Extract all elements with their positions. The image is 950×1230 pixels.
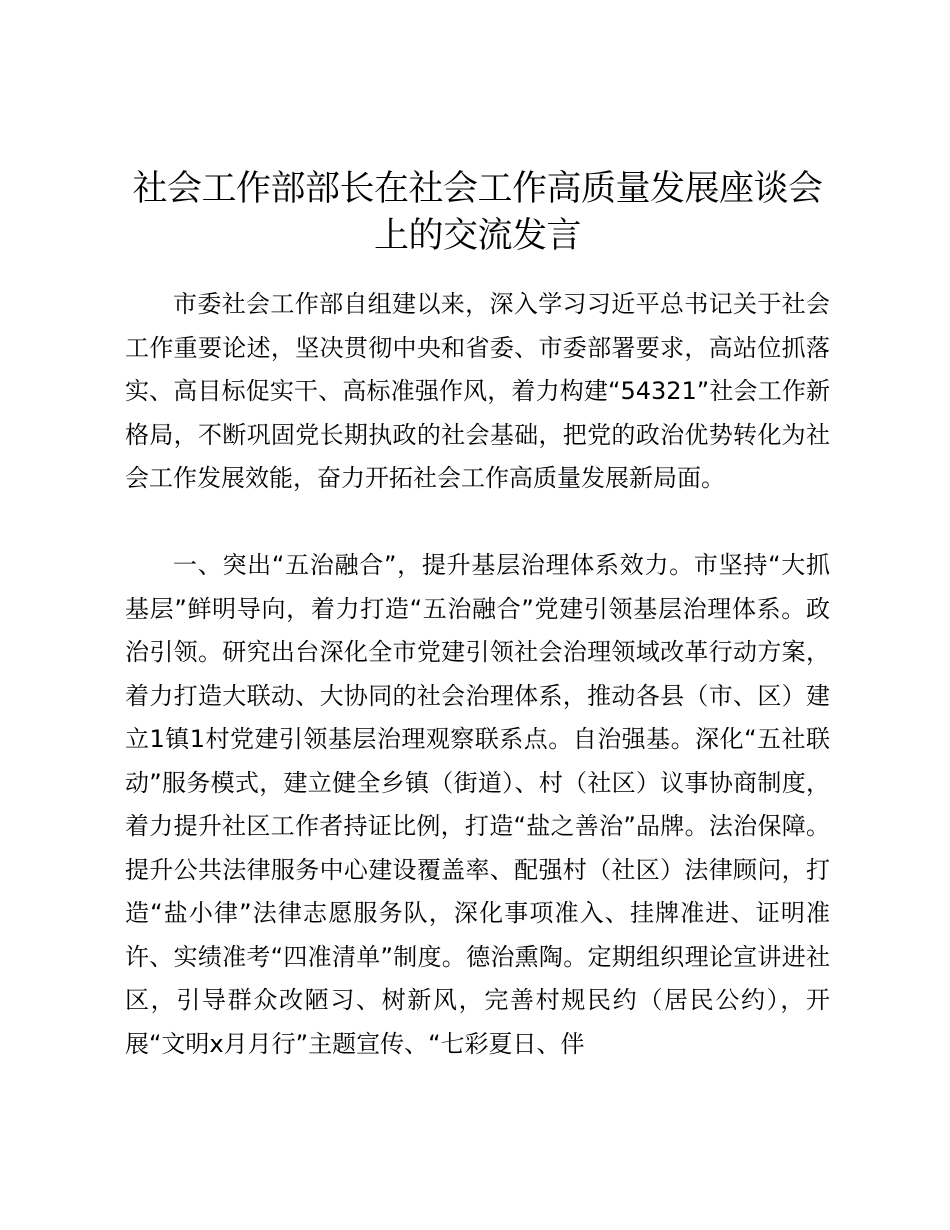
paragraph-intro: 市委社会工作部自组建以来，深入学习习近平总书记关于社会工作重要论述，坚决贯彻中央和省委、市委部署要求，高站位抓落实、高目标促实干、高标准强作风，着力构建“54321”社会工作新格局，不断巩固党长期执政的社会基础，把党的政治优势转化为社会工作发展效能，奋力开拓社会工作高质量发展新局面。 xyxy=(125,290,830,492)
document-title: 社会工作部部长在社会工作高质量发展座谈会上的交流发言 xyxy=(132,169,823,256)
paragraph-section-one: 一、突出“五治融合”，提升基层治理体系效力。市坚持“大抓基层”鲜明导向，着力打造“五治融合”党建引领基层治理体系。政治引领。研究出台深化全市党建引领社会治理领域改革行动方案，着力打造大联动、大协同的社会治理体系，推动各县（市、区）建立1镇1村党建引领基层治理观察联系点。自治强基。深化“五社联动”服务模式，建立健全乡镇（街道）、村（社区）议事协商制度，着力提升社区工作者持证比例，打造“盐之善治”品牌。法治保障。提升公共法律服务中心建设覆盖率、配强村（社区）法律顾问，打造“盐小律”法律志愿服务队，深化事项准入、挂牌准进、证明准许、实绩准考“四准清单”制度。德治熏陶。定期组织理论宣讲进社区，引导群众改陋习、树新风，完善村规民约（居民公约），开展“文明x月月行”主题宣传、“七彩夏日、伴 xyxy=(125,551,830,1058)
